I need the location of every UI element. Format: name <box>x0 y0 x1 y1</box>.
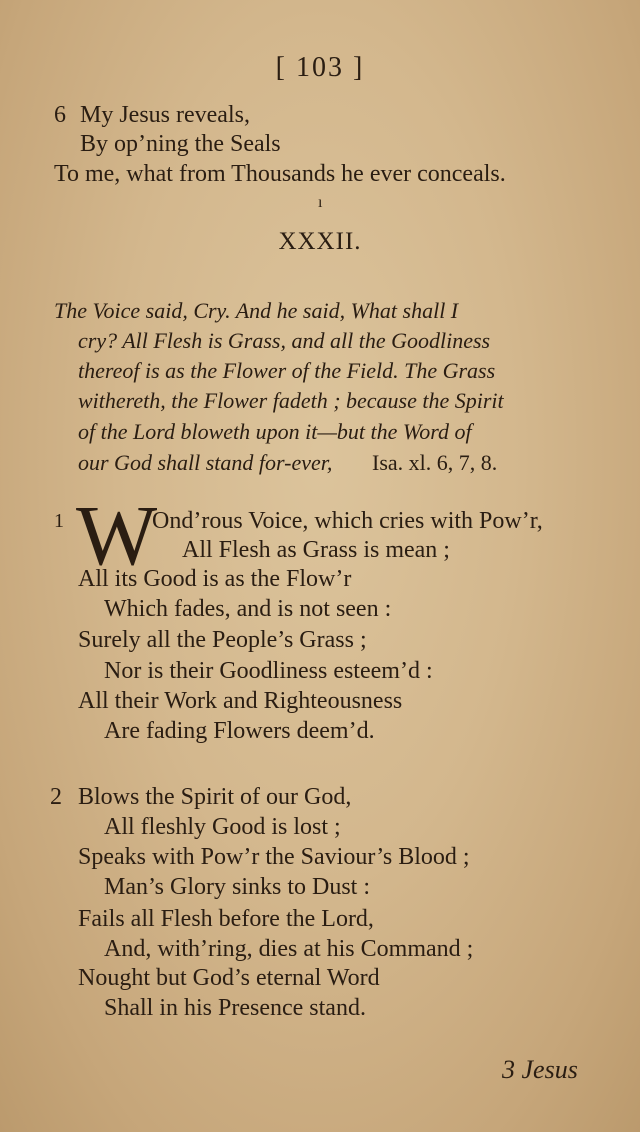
verse-line: Blows the Spirit of our God, <box>78 784 352 810</box>
catchword: 3 Jesus <box>502 1055 578 1084</box>
verse-line: All Flesh as Grass is mean ; <box>182 537 450 563</box>
verse-line: All its Good is as the Flow’r <box>78 566 352 592</box>
verse-line: To me, what from Thousands he ever conceals. <box>54 161 506 187</box>
verse-line: All fleshly Good is lost ; <box>104 814 341 840</box>
verse-line: By op’ning the Seals <box>80 131 281 157</box>
verse-line: Ond’rous Voice, which cries with Pow’r, <box>152 508 543 534</box>
page-number: [ 103 ] <box>275 52 365 83</box>
epigraph-line: cry? All Flesh is Grass, and all the Goodliness <box>78 328 491 353</box>
verse-line: Shall in his Presence stand. <box>104 995 366 1021</box>
stanza-number: 2 <box>50 784 62 810</box>
verse-line: Speaks with Pow’r the Saviour’s Blood ; <box>78 844 470 870</box>
stanza-number: 1 <box>54 510 64 532</box>
verse-line: Surely all the People’s Grass ; <box>78 627 367 653</box>
verse-line: And, with’ring, dies at his Command ; <box>104 936 474 962</box>
verse-line: Fails all Flesh before the Lord, <box>78 906 374 932</box>
epigraph-line: our God shall stand for-ever, <box>78 450 333 475</box>
ink-mark: ı <box>318 194 323 211</box>
stanza-number: 6 <box>54 102 66 128</box>
epigraph-line: withereth, the Flower fadeth ; because the Spirit <box>78 388 504 413</box>
epigraph-line: of the Lord bloweth upon it—but the Word of <box>78 419 472 444</box>
hymn-title: XXXII. <box>278 228 362 255</box>
drop-cap: W <box>76 487 158 583</box>
verse-line: Which fades, and is not seen : <box>104 596 392 622</box>
epigraph-line: The Voice said, Cry. And he said, What shall I <box>54 298 459 323</box>
epigraph-line: thereof is as the Flower of the Field. The Grass <box>78 358 496 383</box>
verse-line: Man’s Glory sinks to Dust : <box>104 874 371 900</box>
scripture-reference: Isa. xl. 6, 7, 8. <box>372 450 498 475</box>
verse-line: Are fading Flowers deem’d. <box>104 718 375 744</box>
verse-line: Nor is their Goodliness esteem’d : <box>104 658 433 684</box>
verse-line: Nought but God’s eternal Word <box>78 965 380 991</box>
verse-line: My Jesus reveals, <box>80 102 250 128</box>
verse-line: All their Work and Righteousness <box>78 688 403 714</box>
